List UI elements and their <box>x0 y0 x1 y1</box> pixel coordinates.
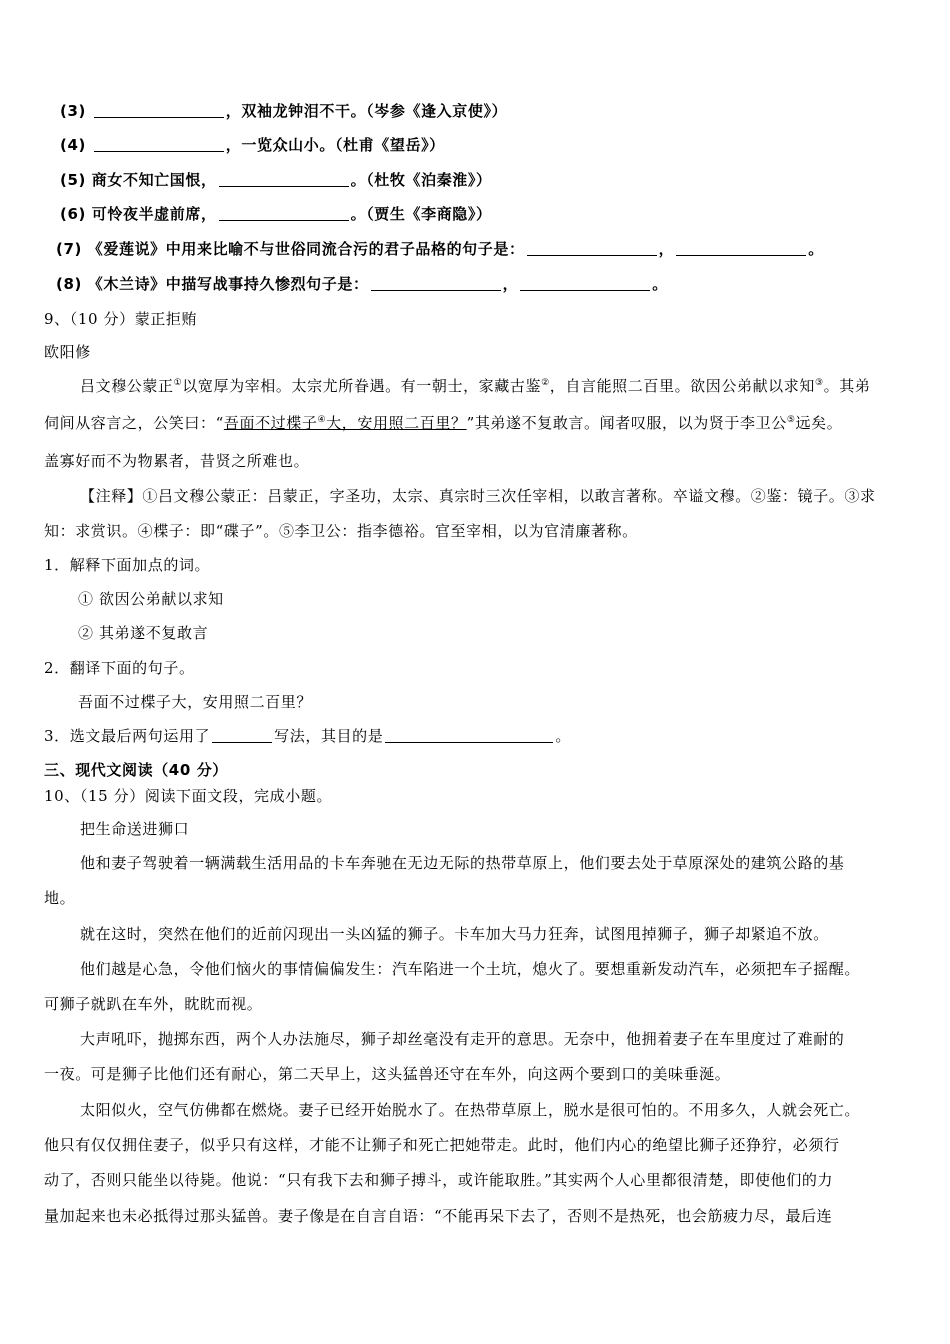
passage-author: 欧阳修 <box>44 343 91 361</box>
sub-question-3: 3．选文最后两句运用了 写法，其目的是 。 <box>44 727 571 745</box>
sub-question-1a: ① 欲因公弟献以求知 <box>78 590 224 608</box>
footnote-marker: ① <box>173 378 183 388</box>
poetry-item-4: (4) ，一览众山小。（杜甫《望岳》） <box>60 136 445 154</box>
poetry-item-5: (5) 商女不知亡国恨， 。（杜牧《泊秦淮》） <box>60 171 492 189</box>
answer-blank[interactable] <box>527 241 657 256</box>
footnote-marker: ③ <box>814 378 824 388</box>
passage-line: 吕文穆公蒙正①以宽厚为宰相。太宗尤所眷遇。有一朝士，家藏古鉴②，自言能照二百里。欲因公弟献以求知③。其弟 <box>80 377 871 395</box>
sub-question-2: 2．翻译下面的句子。 <box>44 659 195 677</box>
passage-line: 伺间从容言之，公笑曰：“吾面不过楪子④大，安用照二百里？”其弟遂不复敢言。闻者叹服，以为贤于李卫公⑤远矣。 <box>44 414 843 432</box>
answer-blank[interactable] <box>371 276 501 291</box>
article-line: 他只有仅仅拥住妻子，似乎只有这样，才能不让狮子和死亡把她带走。此时，他们内心的绝望比狮子还狰狞，必须行 <box>44 1136 840 1154</box>
article-line: 量加起来也未必抵得过那头猛兽。妻子像是在自言自语：“不能再呆下去了，否则不是热死，也会筋疲力尽，最后连 <box>44 1207 833 1225</box>
answer-blank[interactable] <box>212 728 272 743</box>
poetry-item-7: (7) 《爱莲说》中用来比喻不与世俗同流合污的君子品格的句子是： ， 。 <box>56 240 824 258</box>
answer-blank[interactable] <box>94 137 224 152</box>
answer-blank[interactable] <box>219 206 349 221</box>
notes-line: 知：求赏识。④楪子：即“碟子”。⑤李卫公：指李德裕。官至宰相，以为官清廉著称。 <box>44 522 638 540</box>
answer-blank[interactable] <box>385 728 553 743</box>
article-line: 可狮子就趴在车外，眈眈而视。 <box>44 995 263 1013</box>
underlined-sentence: 吾面不过楪子④大，安用照二百里？ <box>223 414 467 432</box>
article-line: 动了，否则只能坐以待毙。他说：“只有我下去和狮子搏斗，或许能取胜。”其实两个人心里都很清楚，即使他们的力 <box>44 1171 834 1189</box>
answer-blank[interactable] <box>520 276 650 291</box>
question-10-header: 10、（15 分）阅读下面文段，完成小题。 <box>44 787 333 805</box>
article-line: 他们越是心急，令他们恼火的事情偏偏发生：汽车陷进一个土坑，熄火了。要想重新发动汽车，必须把车子摇醒。 <box>80 960 861 978</box>
article-line: 大声吼吓，抛掷东西，两个人办法施尽，狮子却丝毫没有走开的意思。无奈中，他拥着妻子在车里度过了难耐的 <box>80 1030 845 1048</box>
answer-blank[interactable] <box>94 103 224 118</box>
article-line: 太阳似火，空气仿佛都在燃烧。妻子已经开始脱水了。在热带草原上，脱水是很可怕的。不用多久，人就会死亡。 <box>80 1101 861 1119</box>
question-9-header: 9、（10 分）蒙正拒贿 <box>44 310 198 328</box>
article-line: 他和妻子驾驶着一辆满载生活用品的卡车奔驰在无边无际的热带草原上，他们要去处于草原深处的建筑公路的基 <box>80 854 845 872</box>
sub-question-1b: ② 其弟遂不复敢言 <box>78 624 209 642</box>
poetry-item-8: (8) 《木兰诗》中描写战事持久惨烈句子是： ， 。 <box>56 275 668 293</box>
section-title: 三、现代文阅读（40 分） <box>44 761 228 779</box>
footnote-marker: ⑤ <box>786 415 796 425</box>
answer-blank[interactable] <box>676 241 806 256</box>
article-line: 就在这时，突然在他们的近前闪现出一头凶猛的狮子。卡车加大马力狂奔，试图甩掉狮子，狮子却紧追不放。 <box>80 925 829 943</box>
notes-line: 【注释】①吕文穆公蒙正：吕蒙正，字圣功，太宗、真宗时三次任宰相，以敢言著称。卒谥文穆。②鉴：镜子。③求 <box>80 487 876 505</box>
poetry-item-6: (6) 可怜夜半虚前席， 。（贾生《李商隐》） <box>60 205 492 223</box>
sub-question-1: 1．解释下面加点的词。 <box>44 556 211 574</box>
article-line: 一夜。可是狮子比他们还有耐心，第二天早上，这头猛兽还守在车外，向这两个要到口的美味垂涎。 <box>44 1065 731 1083</box>
sub-question-2a: 吾面不过楪子大，安用照二百里？ <box>78 693 313 711</box>
passage-line: 盖寡好而不为物累者，昔贤之所难也。 <box>44 452 310 470</box>
article-line: 地。 <box>44 889 76 907</box>
answer-blank[interactable] <box>219 172 349 187</box>
poetry-item-3: (3) ，双袖龙钟泪不干。（岑参《逢入京使》） <box>60 102 508 120</box>
article-title: 把生命送进狮口 <box>80 820 190 838</box>
footnote-marker: ② <box>541 378 550 388</box>
